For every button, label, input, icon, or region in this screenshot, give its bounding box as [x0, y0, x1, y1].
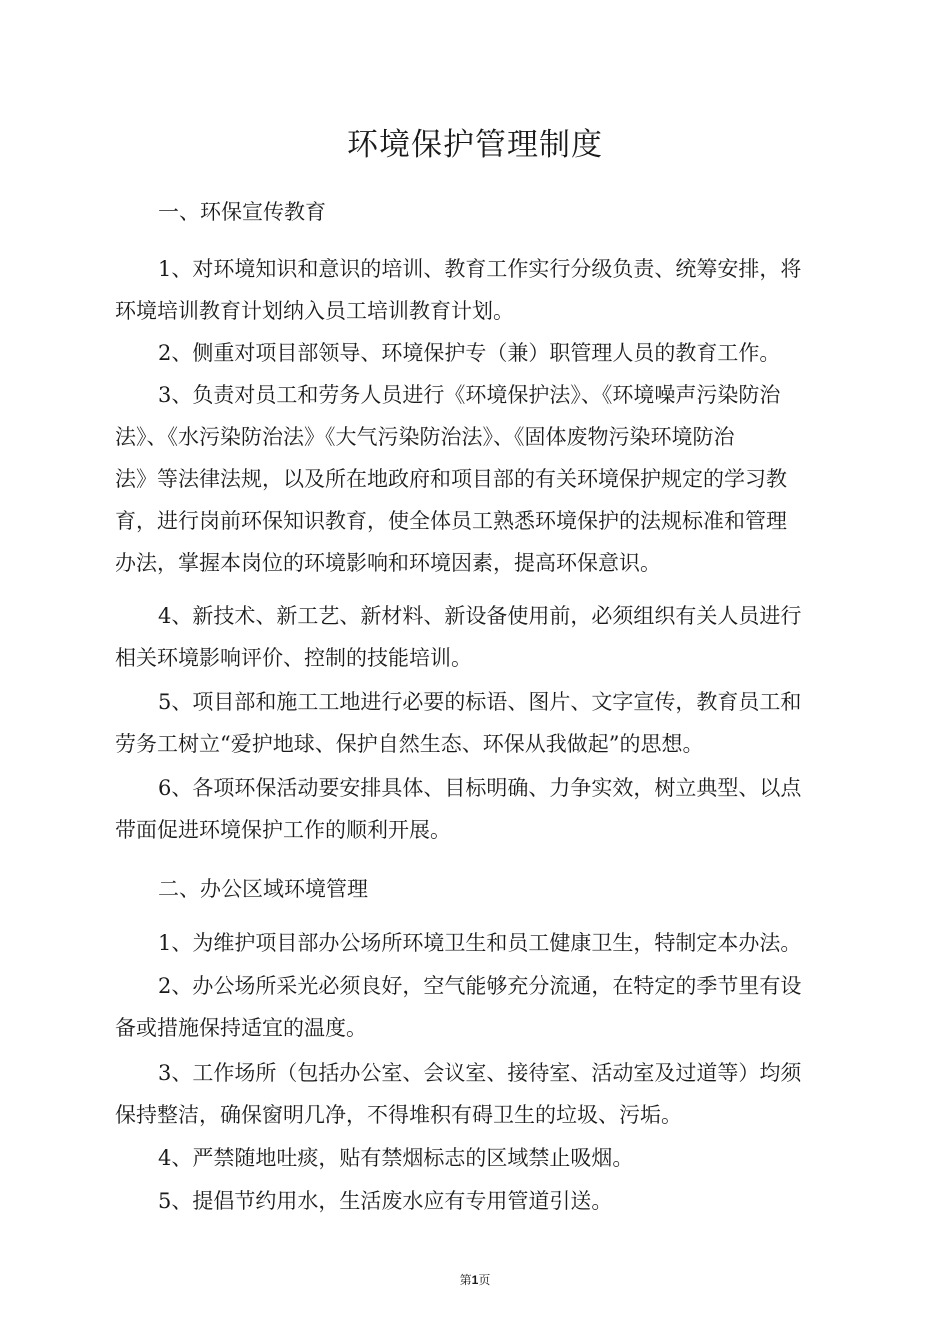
paragraph-line: 4、严禁随地吐痰，贴有禁烟标志的区域禁止吸烟。: [158, 1146, 634, 1170]
paragraph: [115, 922, 847, 964]
paragraph-line: 育，进行岗前环保知识教育，使全体员工熟悉环境保护的法规标准和管理: [115, 509, 787, 533]
paragraph-line: 5、项目部和施工工地进行必要的标语、图片、文字宣传，教育员工和: [158, 690, 802, 714]
paragraph-line: 环境培训教育计划纳入员工培训教育计划。: [115, 299, 514, 323]
section-heading: 一、环保宣传教育: [158, 200, 326, 224]
paragraph: [115, 1180, 847, 1222]
page-number-prefix: 第: [459, 1273, 472, 1287]
paragraph: [115, 1137, 847, 1179]
paragraph-line: 保持整洁，确保窗明几净，不得堆积有碍卫生的垃圾、污垢。: [115, 1103, 682, 1127]
paragraph: [115, 374, 847, 584]
paragraph: [115, 965, 847, 1049]
paragraph-line: 带面促进环境保护工作的顺利开展。: [115, 818, 451, 842]
paragraph-line: 1、对环境知识和意识的培训、教育工作实行分级负责、统筹安排，将: [158, 257, 802, 281]
section-heading: 二、办公区域环境管理: [158, 877, 368, 901]
paragraph-line: 2、侧重对项目部领导、环境保护专（兼）职管理人员的教育工作。: [158, 341, 781, 365]
paragraph-line: 法》等法律法规，以及所在地政府和项目部的有关环境保护规定的学习教: [115, 467, 787, 491]
paragraph-line: 法》、《水污染防治法》《大气污染防治法》、《固体废物污染环境防治: [115, 425, 735, 449]
paragraph-line: 备或措施保持适宜的温度。: [115, 1016, 367, 1040]
paragraph: [115, 681, 847, 765]
page-number: 1: [471, 1273, 479, 1287]
paragraph-line: 劳务工树立“爱护地球、保护自然生态、环保从我做起”的思想。: [115, 732, 704, 756]
paragraph-line: 相关环境影响评价、控制的技能培训。: [115, 646, 472, 670]
paragraph-line: 3、负责对员工和劳务人员进行《环境保护法》、《环境噪声污染防治: [158, 383, 781, 407]
page-number-suffix: 页: [478, 1273, 491, 1287]
paragraph-line: 办法，掌握本岗位的环境影响和环境因素，提高环保意识。: [115, 551, 661, 575]
paragraph: [115, 1052, 847, 1136]
paragraph-line: 5、提倡节约用水，生活废水应有专用管道引送。: [158, 1189, 613, 1213]
paragraph-line: 2、办公场所采光必须良好，空气能够充分流通，在特定的季节里有设: [158, 974, 802, 998]
paragraph-line: 6、各项环保活动要安排具体、目标明确、力争实效，树立典型、以点: [158, 776, 802, 800]
paragraph: [115, 767, 847, 851]
document-title: 环境保护管理制度: [347, 127, 603, 163]
page-number-footer: [0, 1272, 950, 1288]
paragraph-line: 4、新技术、新工艺、新材料、新设备使用前，必须组织有关人员进行: [158, 604, 802, 628]
paragraph: [115, 248, 847, 332]
paragraph-line: 1、为维护项目部办公场所环境卫生和员工健康卫生，特制定本办法。: [158, 931, 802, 955]
paragraph: [115, 595, 847, 679]
paragraph-line: 3、工作场所（包括办公室、会议室、接待室、活动室及过道等）均须: [158, 1061, 802, 1085]
paragraph: [115, 332, 847, 374]
